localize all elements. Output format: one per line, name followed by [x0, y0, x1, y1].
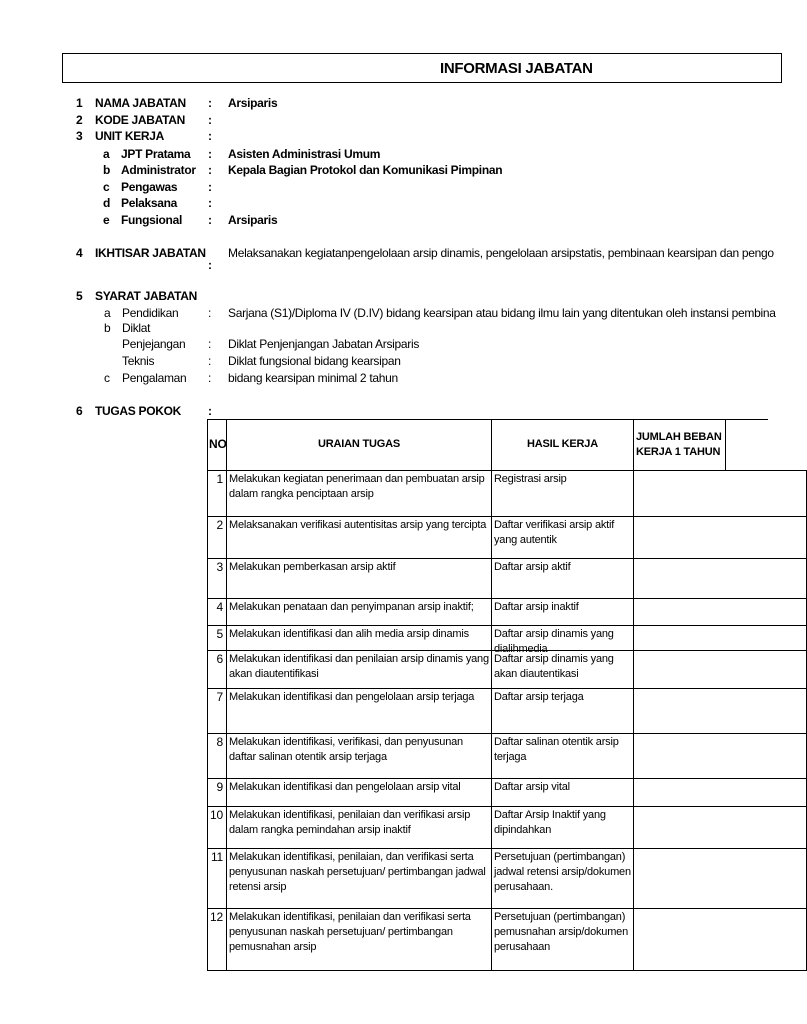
row-uraian: Melakukan identifikasi dan alih media arsip dinamis	[227, 625, 492, 650]
row-uraian: Melakukan identifikasi dan penilaian arsip dinamis yang akan diautentifikasi	[227, 650, 492, 688]
table-row	[207, 806, 807, 849]
row-jumlah	[634, 470, 807, 516]
field-nama-jabatan-value: Arsiparis	[228, 96, 278, 110]
field-tugas-pokok-label: TUGAS POKOK	[95, 404, 182, 418]
row-uraian: Melakukan identifikasi, penilaian, dan verifikasi serta penyusunan naskah persetujuan/ pertimbangan jadwal retensi arsip	[227, 848, 492, 908]
header-hasil-kerja: HASIL KERJA	[492, 419, 634, 470]
field-3c-separator: :	[208, 180, 212, 194]
row-hasil: Daftar Arsip Inaktif yang dipindahkan	[492, 806, 634, 848]
field-5-number: 5	[76, 289, 83, 303]
page-title: INFORMASI JABATAN	[440, 60, 593, 77]
row-uraian: Melakukan identifikasi dan pengelolaan arsip vital	[227, 778, 492, 806]
field-fungsional-value: Arsiparis	[228, 213, 278, 227]
row-no: 1	[207, 470, 227, 516]
field-administrator-label: Administrator	[121, 163, 196, 177]
field-5a-separator: :	[208, 306, 212, 320]
table-row	[207, 650, 807, 689]
row-uraian: Melaksanakan verifikasi autentisitas arsip yang tercipta	[227, 516, 492, 558]
row-uraian: Melakukan identifikasi, penilaian dan verifikasi serta penyusunan naskah persetujuan/ pertimbangan pemusnahan arsip	[227, 908, 492, 970]
field-jpt-pratama-label: JPT Pratama	[121, 147, 191, 161]
row-jumlah	[634, 558, 807, 598]
row-hasil: Daftar arsip aktif	[492, 558, 634, 598]
table-row	[207, 688, 807, 734]
field-3e-letter: e	[103, 213, 110, 227]
field-3d-separator: :	[208, 196, 212, 210]
field-3a-letter: a	[103, 147, 110, 161]
field-5a-letter: a	[104, 306, 111, 320]
row-hasil: Daftar arsip vital	[492, 778, 634, 806]
row-no: 7	[207, 688, 227, 733]
field-pelaksana-label: Pelaksana	[121, 196, 178, 210]
table-row	[207, 733, 807, 779]
row-jumlah	[634, 688, 807, 733]
field-ikhtisar-jabatan-label: IKHTISAR JABATAN	[95, 246, 206, 260]
field-3-number: 3	[76, 129, 83, 143]
field-5c-letter: c	[104, 371, 110, 385]
row-jumlah	[634, 848, 807, 908]
field-3e-separator: :	[208, 213, 212, 227]
table-row	[207, 908, 807, 971]
field-1-separator: :	[208, 96, 212, 110]
row-jumlah	[634, 806, 807, 848]
table-row	[207, 625, 807, 655]
field-pengalaman-label: Pengalaman	[122, 371, 187, 385]
row-hasil: Daftar verifikasi arsip aktif yang autentik	[492, 516, 634, 558]
row-no: 6	[207, 650, 227, 688]
field-diklat-label: Diklat	[122, 321, 151, 335]
row-hasil: Daftar arsip terjaga	[492, 688, 634, 733]
field-1-number: 1	[76, 96, 83, 110]
field-3-separator: :	[208, 129, 212, 143]
field-6-number: 6	[76, 404, 83, 418]
row-no: 10	[207, 806, 227, 848]
row-uraian: Melakukan kegiatan penerimaan dan pembuatan arsip dalam rangka penciptaan arsip	[227, 470, 492, 516]
table-header-row	[207, 419, 807, 471]
field-2-number: 2	[76, 113, 83, 127]
field-3c-letter: c	[103, 180, 110, 194]
row-no: 12	[207, 908, 227, 970]
field-teknis-separator: :	[208, 354, 212, 368]
table-row	[207, 470, 807, 517]
field-jpt-pratama-value: Asisten Administrasi Umum	[228, 147, 381, 161]
row-uraian: Melakukan identifikasi, penilaian dan verifikasi arsip dalam rangka pemindahan arsip inaktif	[227, 806, 492, 848]
table-row	[207, 848, 807, 909]
row-hasil: Daftar arsip dinamis yang dialihmedia	[492, 625, 634, 650]
row-no: 5	[207, 625, 227, 650]
field-pengalaman-value: bidang kearsipan minimal 2 tahun	[228, 371, 398, 385]
row-hasil: Persetujuan (pertimbangan) jadwal retensi arsip/dokumen perusahaan.	[492, 848, 634, 908]
row-hasil: Registrasi arsip	[492, 470, 634, 516]
row-no: 4	[207, 598, 227, 625]
field-ikhtisar-jabatan-value: Melaksanakan kegiatanpengelolaan arsip dinamis, pengelolaan arsipstatis, pembinaan kearsipan dan pengo	[228, 246, 774, 260]
row-hasil: Daftar arsip dinamis yang akan diautentikasi	[492, 650, 634, 688]
row-no: 2	[207, 516, 227, 558]
field-fungsional-label: Fungsional	[121, 213, 182, 227]
field-6-separator: :	[208, 404, 212, 418]
field-penjejangan-value: Diklat Penjenjangan Jabatan Arsiparis	[228, 337, 420, 351]
field-4-separator: :	[208, 258, 212, 272]
field-4-number: 4	[76, 246, 83, 260]
row-jumlah	[634, 733, 807, 778]
field-penjejangan-label: Penjejangan	[122, 337, 186, 351]
row-jumlah	[634, 516, 807, 558]
field-nama-jabatan-label: NAMA JABATAN	[95, 96, 186, 110]
row-hasil: Daftar arsip inaktif	[492, 598, 634, 625]
row-uraian: Melakukan penataan dan penyimpanan arsip inaktif;	[227, 598, 492, 625]
field-5c-separator: :	[208, 371, 212, 385]
table-row	[207, 516, 807, 559]
row-no: 3	[207, 558, 227, 598]
table-row	[207, 778, 807, 807]
row-jumlah	[634, 908, 807, 970]
row-uraian: Melakukan identifikasi dan pengelolaan arsip terjaga	[227, 688, 492, 733]
field-unit-kerja-label: UNIT KERJA	[95, 129, 165, 143]
row-no: 8	[207, 733, 227, 778]
field-3b-separator: :	[208, 163, 212, 177]
row-uraian: Melakukan pemberkasan arsip aktif	[227, 558, 492, 598]
field-pendidikan-label: Pendidikan	[122, 306, 179, 320]
row-no: 11	[207, 848, 227, 908]
table-row	[207, 598, 807, 626]
field-3d-letter: d	[103, 196, 111, 210]
field-pengawas-label: Pengawas	[121, 180, 178, 194]
field-2-separator: :	[208, 113, 212, 127]
header-jumlah-beban: JUMLAH BEBAN KERJA 1 TAHUN	[634, 419, 726, 470]
row-jumlah	[634, 625, 807, 650]
field-pendidikan-value: Sarjana (S1)/Diploma IV (D.IV) bidang kearsipan atau bidang ilmu lain yang ditentukan oleh instansi pembina	[228, 306, 776, 320]
field-administrator-value: Kepala Bagian Protokol dan Komunikasi Pimpinan	[228, 163, 503, 177]
row-jumlah	[634, 598, 807, 625]
field-syarat-jabatan-label: SYARAT JABATAN	[95, 289, 198, 303]
field-penjejangan-separator: :	[208, 337, 212, 351]
row-jumlah	[634, 650, 807, 688]
table-row	[207, 558, 807, 599]
header-no: NO	[207, 419, 227, 470]
row-hasil: Persetujuan (pertimbangan) pemusnahan arsip/dokumen perusahaan	[492, 908, 634, 970]
row-no: 9	[207, 778, 227, 806]
field-3b-letter: b	[103, 163, 111, 177]
row-hasil: Daftar salinan otentik arsip terjaga	[492, 733, 634, 778]
row-jumlah	[634, 778, 807, 806]
field-teknis-label: Teknis	[122, 354, 155, 368]
row-uraian: Melakukan identifikasi, verifikasi, dan penyusunan daftar salinan otentik arsip terjaga	[227, 733, 492, 778]
field-5b-letter: b	[104, 321, 111, 335]
field-teknis-value: Diklat fungsional bidang kearsipan	[228, 354, 401, 368]
field-3a-separator: :	[208, 147, 212, 161]
field-kode-jabatan-label: KODE JABATAN	[95, 113, 185, 127]
header-uraian-tugas: URAIAN TUGAS	[227, 419, 492, 470]
title-box	[62, 53, 782, 83]
